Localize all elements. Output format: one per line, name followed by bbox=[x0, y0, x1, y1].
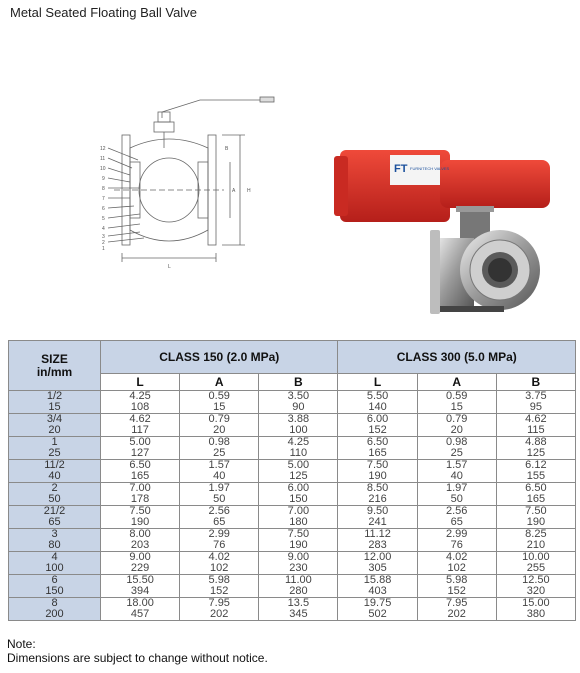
value-inch: 4.02 bbox=[208, 551, 230, 563]
value-mm: 210 bbox=[526, 539, 546, 551]
value-inch: 15.88 bbox=[363, 574, 392, 586]
value-cell bbox=[180, 483, 259, 506]
value-mm: 305 bbox=[368, 562, 387, 574]
value-inch: 6.50 bbox=[129, 459, 151, 471]
value-inch: 12.00 bbox=[363, 551, 392, 563]
value-inch: 18.00 bbox=[126, 597, 154, 609]
value-inch: 7.00 bbox=[129, 482, 151, 494]
brand-logo: FT bbox=[394, 163, 408, 175]
value-inch: 7.50 bbox=[525, 505, 547, 517]
table-row bbox=[9, 483, 576, 506]
part-label: 12 bbox=[100, 146, 106, 152]
value-mm: 255 bbox=[526, 562, 546, 574]
value-cell bbox=[496, 391, 575, 414]
value-inch: 0.98 bbox=[445, 436, 468, 448]
value-cell bbox=[496, 575, 575, 598]
value-cell bbox=[180, 575, 259, 598]
value-inch: 0.59 bbox=[445, 390, 468, 402]
value-inch: 7.50 bbox=[287, 528, 310, 540]
size-inch: 3 bbox=[51, 528, 58, 540]
value-mm: 241 bbox=[368, 516, 387, 528]
size-mm: 40 bbox=[48, 470, 61, 482]
value-cell bbox=[338, 437, 417, 460]
value-mm: 457 bbox=[130, 608, 150, 620]
value-inch: 5.00 bbox=[287, 459, 310, 471]
value-inch: 8.50 bbox=[366, 482, 389, 494]
value-mm: 283 bbox=[368, 539, 387, 551]
value-cell bbox=[180, 391, 259, 414]
size-inch: 6 bbox=[51, 574, 58, 586]
value-inch: 3.88 bbox=[287, 413, 310, 425]
part-label: 10 bbox=[100, 166, 106, 172]
value-inch: 6.00 bbox=[287, 482, 310, 494]
value-inch: 8.00 bbox=[129, 528, 151, 540]
value-inch: 1.97 bbox=[208, 482, 230, 494]
dim-label-h: H bbox=[247, 188, 251, 194]
value-cell bbox=[259, 575, 338, 598]
table-row bbox=[9, 437, 576, 460]
size-inch: 3/4 bbox=[46, 413, 63, 425]
value-cell bbox=[259, 391, 338, 414]
value-mm: 380 bbox=[526, 608, 546, 620]
value-inch: 7.50 bbox=[129, 505, 151, 517]
value-inch: 5.98 bbox=[208, 574, 230, 586]
value-cell bbox=[496, 437, 575, 460]
value-cell bbox=[417, 506, 496, 529]
value-mm: 165 bbox=[130, 470, 150, 482]
value-cell bbox=[101, 391, 180, 414]
size-cell bbox=[9, 506, 101, 529]
value-cell bbox=[259, 506, 338, 529]
value-inch: 1.97 bbox=[445, 482, 468, 494]
value-mm: 20 bbox=[213, 424, 226, 436]
part-label: 6 bbox=[102, 206, 105, 212]
value-mm: 140 bbox=[368, 401, 387, 413]
value-inch: 5.00 bbox=[129, 436, 151, 448]
value-inch: 6.50 bbox=[525, 482, 547, 494]
value-mm: 190 bbox=[368, 470, 387, 482]
value-inch: 6.12 bbox=[525, 459, 547, 471]
value-mm: 110 bbox=[289, 447, 308, 459]
value-mm: 280 bbox=[289, 585, 308, 597]
value-cell bbox=[101, 598, 180, 621]
value-cell bbox=[180, 598, 259, 621]
table-row bbox=[9, 506, 576, 529]
col-header-a: A bbox=[417, 374, 496, 391]
value-inch: 7.95 bbox=[445, 597, 468, 609]
value-cell bbox=[180, 529, 259, 552]
value-cell bbox=[417, 598, 496, 621]
dim-label-a: A bbox=[232, 188, 236, 194]
size-cell bbox=[9, 460, 101, 483]
value-inch: 1.57 bbox=[445, 459, 468, 471]
value-inch: 2.99 bbox=[208, 528, 230, 540]
size-header-label: SIZE bbox=[41, 351, 68, 366]
value-inch: 4.25 bbox=[287, 436, 310, 448]
value-cell bbox=[101, 529, 180, 552]
value-mm: 40 bbox=[450, 470, 463, 482]
value-mm: 152 bbox=[368, 424, 387, 436]
value-mm: 125 bbox=[526, 447, 546, 459]
value-mm: 152 bbox=[210, 585, 229, 597]
value-inch: 1.57 bbox=[208, 459, 230, 471]
value-cell bbox=[259, 552, 338, 575]
value-inch: 9.00 bbox=[287, 551, 310, 563]
value-inch: 10.00 bbox=[522, 551, 550, 563]
value-mm: 65 bbox=[213, 516, 226, 528]
size-mm: 15 bbox=[48, 401, 61, 413]
value-inch: 4.62 bbox=[129, 413, 151, 425]
value-inch: 3.50 bbox=[287, 390, 310, 402]
part-label: 9 bbox=[102, 176, 105, 182]
value-mm: 50 bbox=[450, 493, 463, 505]
actuated-valve-photo bbox=[330, 130, 570, 320]
size-mm: 20 bbox=[48, 424, 61, 436]
value-inch: 4.62 bbox=[525, 413, 547, 425]
value-inch: 9.50 bbox=[366, 505, 389, 517]
value-cell bbox=[101, 483, 180, 506]
part-label: 2 bbox=[102, 240, 105, 246]
value-cell bbox=[417, 391, 496, 414]
value-mm: 202 bbox=[447, 608, 466, 620]
value-mm: 394 bbox=[130, 585, 150, 597]
value-inch: 0.59 bbox=[208, 390, 230, 402]
note bbox=[7, 637, 268, 665]
size-mm: 25 bbox=[48, 447, 61, 459]
value-mm: 76 bbox=[450, 539, 463, 551]
value-cell bbox=[259, 483, 338, 506]
value-cell bbox=[180, 506, 259, 529]
value-inch: 6.50 bbox=[366, 436, 389, 448]
value-inch: 11.12 bbox=[364, 528, 391, 540]
value-cell bbox=[180, 414, 259, 437]
value-cell bbox=[101, 414, 180, 437]
value-mm: 95 bbox=[529, 401, 543, 413]
part-label: 3 bbox=[102, 234, 105, 240]
value-inch: 5.98 bbox=[445, 574, 468, 586]
value-cell bbox=[180, 552, 259, 575]
part-label: 8 bbox=[102, 186, 105, 192]
size-mm: 50 bbox=[48, 493, 61, 505]
value-cell bbox=[496, 483, 575, 506]
part-label: 7 bbox=[102, 196, 105, 202]
value-cell bbox=[101, 552, 180, 575]
value-mm: 502 bbox=[368, 608, 387, 620]
size-cell bbox=[9, 529, 101, 552]
value-cell bbox=[259, 437, 338, 460]
value-cell bbox=[338, 483, 417, 506]
size-cell bbox=[9, 598, 101, 621]
value-mm: 203 bbox=[130, 539, 150, 551]
valve-technical-drawing bbox=[100, 90, 280, 320]
size-inch: 1 bbox=[51, 436, 58, 448]
part-label: 4 bbox=[102, 226, 105, 232]
value-cell bbox=[101, 575, 180, 598]
col-header-b: B bbox=[259, 374, 338, 391]
value-mm: 190 bbox=[526, 516, 546, 528]
size-cell bbox=[9, 575, 101, 598]
dim-label-b: B bbox=[225, 146, 229, 152]
value-cell bbox=[496, 552, 575, 575]
value-cell bbox=[259, 529, 338, 552]
value-mm: 165 bbox=[526, 493, 546, 505]
value-mm: 190 bbox=[130, 516, 150, 528]
table-row bbox=[9, 391, 576, 414]
table-body bbox=[9, 391, 576, 621]
value-mm: 115 bbox=[527, 424, 545, 436]
size-inch: 1/2 bbox=[46, 390, 63, 402]
value-mm: 320 bbox=[526, 585, 546, 597]
value-mm: 76 bbox=[213, 539, 226, 551]
dim-label-l: L bbox=[168, 264, 171, 270]
size-cell bbox=[9, 552, 101, 575]
value-inch: 6.00 bbox=[366, 413, 389, 425]
value-inch: 11.00 bbox=[285, 574, 312, 586]
value-cell bbox=[259, 598, 338, 621]
value-cell bbox=[101, 506, 180, 529]
value-inch: 13.5 bbox=[287, 597, 310, 609]
value-cell bbox=[180, 460, 259, 483]
table-row bbox=[9, 552, 576, 575]
page-title: Metal Seated Floating Ball Valve bbox=[10, 5, 197, 20]
value-mm: 102 bbox=[447, 562, 466, 574]
value-inch: 9.00 bbox=[129, 551, 151, 563]
value-mm: 15 bbox=[213, 401, 226, 413]
value-mm: 152 bbox=[447, 585, 466, 597]
value-cell bbox=[180, 437, 259, 460]
col-header-a: A bbox=[180, 374, 259, 391]
size-cell bbox=[9, 414, 101, 437]
value-cell bbox=[338, 506, 417, 529]
value-inch: 2.56 bbox=[445, 505, 468, 517]
brand-text: FURNITECH VALVES bbox=[410, 166, 450, 171]
value-cell bbox=[417, 483, 496, 506]
value-inch: 7.50 bbox=[366, 459, 389, 471]
value-inch: 7.00 bbox=[287, 505, 310, 517]
value-inch: 0.79 bbox=[208, 413, 230, 425]
value-mm: 65 bbox=[450, 516, 463, 528]
part-label: 11 bbox=[100, 156, 106, 162]
value-cell bbox=[338, 460, 417, 483]
value-inch: 2.56 bbox=[208, 505, 230, 517]
value-inch: 15.00 bbox=[522, 597, 550, 609]
dimension-table bbox=[8, 340, 576, 621]
value-mm: 125 bbox=[289, 470, 308, 482]
value-cell bbox=[417, 460, 496, 483]
size-inch: 4 bbox=[51, 551, 58, 563]
value-inch: 3.75 bbox=[525, 390, 547, 402]
value-cell bbox=[101, 437, 180, 460]
value-inch: 4.25 bbox=[129, 390, 151, 402]
value-cell bbox=[417, 552, 496, 575]
value-cell bbox=[496, 598, 575, 621]
part-label: 5 bbox=[102, 216, 105, 222]
value-mm: 117 bbox=[131, 424, 149, 436]
value-mm: 102 bbox=[210, 562, 229, 574]
size-inch: 2 bbox=[51, 482, 58, 494]
part-label: 1 bbox=[102, 246, 105, 252]
value-mm: 190 bbox=[289, 539, 308, 551]
value-cell bbox=[417, 437, 496, 460]
size-mm: 100 bbox=[45, 562, 64, 574]
size-cell bbox=[9, 391, 101, 414]
value-inch: 0.79 bbox=[445, 413, 468, 425]
value-mm: 165 bbox=[368, 447, 387, 459]
value-mm: 100 bbox=[289, 424, 308, 436]
table-row bbox=[9, 529, 576, 552]
value-mm: 403 bbox=[368, 585, 387, 597]
value-mm: 108 bbox=[130, 401, 150, 413]
table-row bbox=[9, 575, 576, 598]
value-inch: 19.75 bbox=[363, 597, 392, 609]
value-mm: 25 bbox=[450, 447, 463, 459]
value-cell bbox=[338, 391, 417, 414]
size-cell bbox=[9, 483, 101, 506]
value-mm: 20 bbox=[450, 424, 463, 436]
value-cell bbox=[417, 575, 496, 598]
size-cell bbox=[9, 437, 101, 460]
note-text: Dimensions are subject to change without notice. bbox=[7, 651, 268, 665]
value-cell bbox=[101, 460, 180, 483]
value-mm: 40 bbox=[213, 470, 226, 482]
value-cell bbox=[496, 529, 575, 552]
value-cell bbox=[496, 460, 575, 483]
col-header-l: L bbox=[338, 374, 417, 391]
value-inch: 7.95 bbox=[208, 597, 230, 609]
value-mm: 180 bbox=[289, 516, 308, 528]
value-cell bbox=[496, 414, 575, 437]
size-mm: 150 bbox=[45, 585, 64, 597]
value-mm: 178 bbox=[130, 493, 150, 505]
value-inch: 8.25 bbox=[525, 528, 547, 540]
value-inch: 0.98 bbox=[208, 436, 230, 448]
value-cell bbox=[259, 460, 338, 483]
size-header-unit: in/mm bbox=[36, 364, 73, 379]
class-150-header: CLASS 150 (2.0 MPa) bbox=[101, 341, 338, 374]
size-header bbox=[9, 341, 101, 391]
value-inch: 15.50 bbox=[126, 574, 154, 586]
note-label: Note: bbox=[7, 637, 36, 651]
size-inch: 8 bbox=[51, 597, 58, 609]
value-inch: 4.02 bbox=[445, 551, 468, 563]
size-mm: 65 bbox=[48, 516, 61, 528]
value-mm: 216 bbox=[368, 493, 387, 505]
value-inch: 12.50 bbox=[522, 574, 550, 586]
value-mm: 229 bbox=[130, 562, 150, 574]
value-mm: 345 bbox=[289, 608, 308, 620]
size-inch: 11/2 bbox=[44, 459, 65, 471]
value-inch: 5.50 bbox=[366, 390, 389, 402]
value-cell bbox=[417, 529, 496, 552]
value-mm: 155 bbox=[526, 470, 546, 482]
value-mm: 202 bbox=[210, 608, 229, 620]
value-inch: 2.99 bbox=[445, 528, 468, 540]
class-300-header: CLASS 300 (5.0 MPa) bbox=[338, 341, 576, 374]
value-mm: 90 bbox=[292, 401, 305, 413]
size-mm: 80 bbox=[48, 539, 61, 551]
value-mm: 127 bbox=[130, 447, 150, 459]
value-inch: 4.88 bbox=[525, 436, 547, 448]
size-inch: 21/2 bbox=[43, 505, 66, 517]
table-row bbox=[9, 460, 576, 483]
value-mm: 150 bbox=[289, 493, 308, 505]
value-cell bbox=[338, 598, 417, 621]
value-cell bbox=[338, 552, 417, 575]
value-mm: 25 bbox=[213, 447, 226, 459]
col-header-b: B bbox=[496, 374, 575, 391]
value-mm: 50 bbox=[213, 493, 226, 505]
size-mm: 200 bbox=[45, 608, 64, 620]
value-cell bbox=[338, 414, 417, 437]
table-row bbox=[9, 598, 576, 621]
value-mm: 230 bbox=[289, 562, 308, 574]
value-cell bbox=[338, 575, 417, 598]
value-cell bbox=[496, 506, 575, 529]
col-header-l: L bbox=[101, 374, 180, 391]
value-cell bbox=[338, 529, 417, 552]
value-mm: 15 bbox=[450, 401, 463, 413]
table-row bbox=[9, 414, 576, 437]
value-cell bbox=[417, 414, 496, 437]
value-cell bbox=[259, 414, 338, 437]
